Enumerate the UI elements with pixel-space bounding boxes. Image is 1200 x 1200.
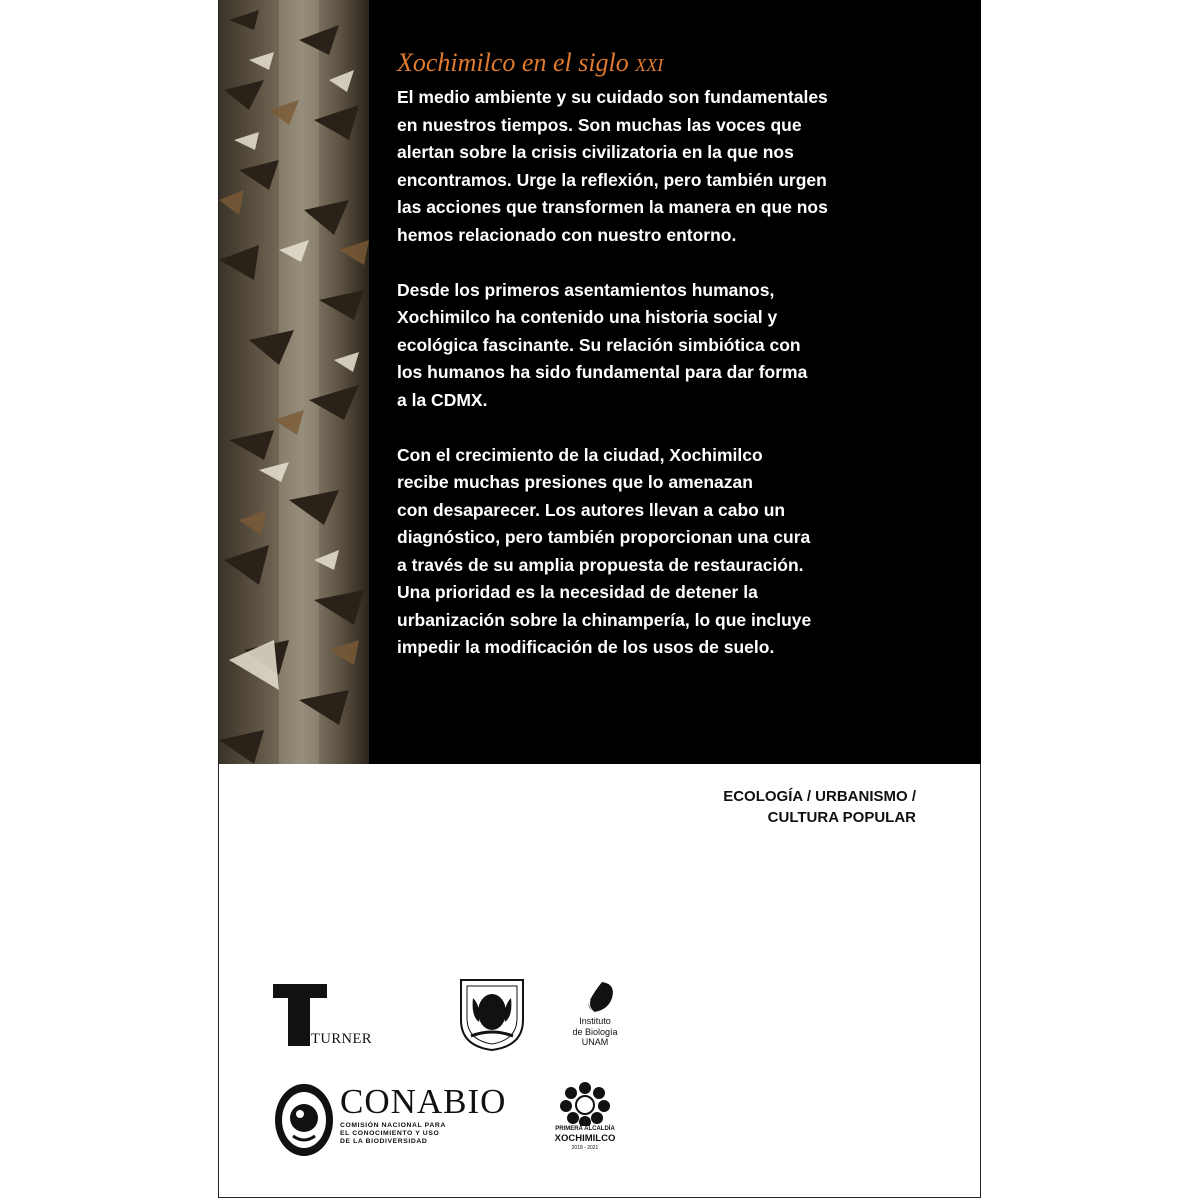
black-text-panel — [219, 0, 981, 764]
book-title — [397, 48, 663, 78]
conabio-subtitle: COMISIÓN NACIONAL PARA EL CONOCIMIENTO Y USO DE LA BIODIVERSIDAD — [340, 1122, 446, 1145]
conabio-emblem-icon — [273, 1080, 335, 1166]
unam-seal-icon — [455, 976, 529, 1052]
synopsis — [397, 84, 917, 689]
instituto-biologia-text: Instituto de Biología UNAM — [572, 1016, 618, 1047]
title-century: XXI — [635, 55, 664, 75]
book-back-cover — [218, 0, 981, 1198]
unam-seal-logo — [455, 976, 529, 1052]
alcaldia-line3: 2018 - 2021 — [571, 1145, 599, 1151]
instituto-biologia-logo — [564, 980, 626, 1052]
synopsis-paragraph: Con el crecimiento de la ciudad, Xochimilco recibe muchas presiones que lo amenazan con desaparecer. Los autores llevan a cabo un diagnóstico, pero también proporcionan una cura a través de su amplia propuesta de restauración. Una prioridad es la necesidad de detener la urbanización sobre la chinampería, lo que incluye impedir la modificación de los usos de suelo. — [397, 444, 812, 657]
flying-birds-illustration — [219, 0, 369, 764]
title-main: Xochimilco en el siglo — [397, 48, 629, 77]
flower-icon — [549, 1080, 621, 1126]
alcaldia-line2: XOCHIMILCO — [554, 1133, 616, 1144]
subject-categories: ECOLOGÍA / URBANISMO / CULTURA POPULAR — [723, 788, 916, 826]
birds-photo-strip — [219, 0, 369, 764]
turner-logo — [273, 984, 403, 1064]
turner-wordmark: TURNER — [311, 1031, 372, 1047]
conabio-logo — [273, 1080, 513, 1170]
conabio-name: CONABIO — [340, 1082, 507, 1121]
synopsis-paragraph: Desde los primeros asentamientos humanos, Xochimilco ha contenido una historia social y ecológica fascinante. Su relación simbiótica con los humanos ha sido fundamental para dar forma a la CDMX. — [397, 279, 808, 410]
alcaldia-xochimilco-logo — [549, 1080, 621, 1172]
shell-icon — [564, 980, 626, 1016]
alcaldia-line1: PRIMERA ALCALDÍA — [555, 1126, 615, 1132]
synopsis-paragraph: El medio ambiente y su cuidado son fundamentales en nuestros tiempos. Son muchas las voces que alertan sobre la crisis civilizatoria en la que nos encontramos. Urge la reflexión, pero también urgen las acciones que transformen la manera en que nos hemos relacionado con nuestro entorno. — [397, 87, 828, 245]
